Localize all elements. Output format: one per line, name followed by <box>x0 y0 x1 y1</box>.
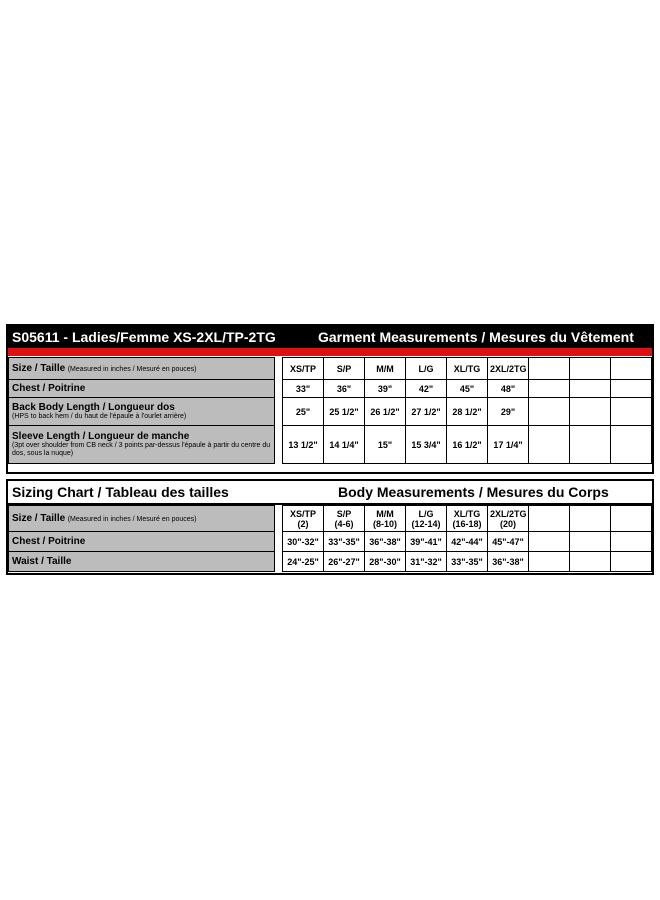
size-col-header: XS/TP (2) <box>283 506 324 532</box>
size-header-cell: Size / Taille (Measured in inches / Mesuré en pouces) <box>9 358 275 380</box>
row-label: Chest / Poitrine <box>12 383 86 394</box>
value-cell: 33"-35" <box>324 532 365 552</box>
value-cell: 48" <box>488 380 529 398</box>
size-col-header: L/G (12-14) <box>406 506 447 532</box>
body-header-row <box>9 506 652 532</box>
garment-header-row <box>9 358 652 380</box>
garment-measurements-panel <box>6 324 654 474</box>
size-col-header: XL/TG (16-18) <box>447 506 488 532</box>
body-measurements-panel <box>6 479 654 575</box>
body-title-bar <box>8 481 652 505</box>
sizing-chart-title: Sizing Chart / Tableau des tailles <box>12 484 229 500</box>
value-cell: 29" <box>488 398 529 426</box>
value-cell: 39"-41" <box>406 532 447 552</box>
value-cell: 28"-30" <box>365 552 406 572</box>
value-cell: 26 1/2" <box>365 398 406 426</box>
row-label: Chest / Poitrine <box>12 536 86 547</box>
table-row <box>9 552 652 572</box>
size-col-header: M/M (8-10) <box>365 506 406 532</box>
value-cell: 27 1/2" <box>406 398 447 426</box>
size-col-header: S/P (4-6) <box>324 506 365 532</box>
value-cell: 28 1/2" <box>447 398 488 426</box>
garment-section-title: Garment Measurements / Mesures du Vêtement <box>318 329 634 345</box>
value-cell: 31"-32" <box>406 552 447 572</box>
value-cell: 33"-35" <box>447 552 488 572</box>
accent-stripe <box>8 348 652 356</box>
size-col-header: XS/TP <box>283 358 324 380</box>
row-label: Sleeve Length / Longueur de manche <box>12 431 190 442</box>
value-cell: 15" <box>365 426 406 464</box>
value-cell: 42"-44" <box>447 532 488 552</box>
value-cell: 25" <box>283 398 324 426</box>
value-cell: 26"-27" <box>324 552 365 572</box>
row-sublabel: (3pt over shoulder from CB neck / 3 points par-dessus l'épaule à partir du centre du dos, sous la nuque) <box>12 442 271 457</box>
size-col-header: M/M <box>365 358 406 380</box>
size-header-cell: Size / Taille (Measured in inches / Mesuré en pouces) <box>9 506 275 532</box>
row-label: Waist / Taille <box>12 556 72 567</box>
size-col-header: S/P <box>324 358 365 380</box>
size-col-header: 2XL/2TG <box>488 358 529 380</box>
product-title: S05611 - Ladies/Femme XS-2XL/TP-2TG <box>12 329 276 345</box>
value-cell: 14 1/4" <box>324 426 365 464</box>
row-label: Back Body Length / Longueur dos <box>12 402 175 413</box>
garment-table <box>8 357 652 464</box>
value-cell: 33" <box>283 380 324 398</box>
table-row <box>9 532 652 552</box>
value-cell: 13 1/2" <box>283 426 324 464</box>
table-row <box>9 380 652 398</box>
size-col-header: XL/TG <box>447 358 488 380</box>
value-cell: 42" <box>406 380 447 398</box>
value-cell: 30"-32" <box>283 532 324 552</box>
value-cell: 36"-38" <box>365 532 406 552</box>
value-cell: 45" <box>447 380 488 398</box>
value-cell: 24"-25" <box>283 552 324 572</box>
value-cell: 25 1/2" <box>324 398 365 426</box>
row-sublabel: (HPS to back hem / du haut de l'épaule à l'ourlet arrière) <box>12 413 187 420</box>
value-cell: 15 3/4" <box>406 426 447 464</box>
value-cell: 36" <box>324 380 365 398</box>
body-section-title: Body Measurements / Mesures du Corps <box>338 484 609 500</box>
value-cell: 39" <box>365 380 406 398</box>
value-cell: 17 1/4" <box>488 426 529 464</box>
body-table <box>8 505 652 572</box>
table-row <box>9 398 652 426</box>
table-row <box>9 426 652 464</box>
garment-title-bar <box>8 326 652 348</box>
value-cell: 36"-38" <box>488 552 529 572</box>
value-cell: 45"-47" <box>488 532 529 552</box>
size-col-header: 2XL/2TG (20) <box>488 506 529 532</box>
size-col-header: L/G <box>406 358 447 380</box>
value-cell: 16 1/2" <box>447 426 488 464</box>
